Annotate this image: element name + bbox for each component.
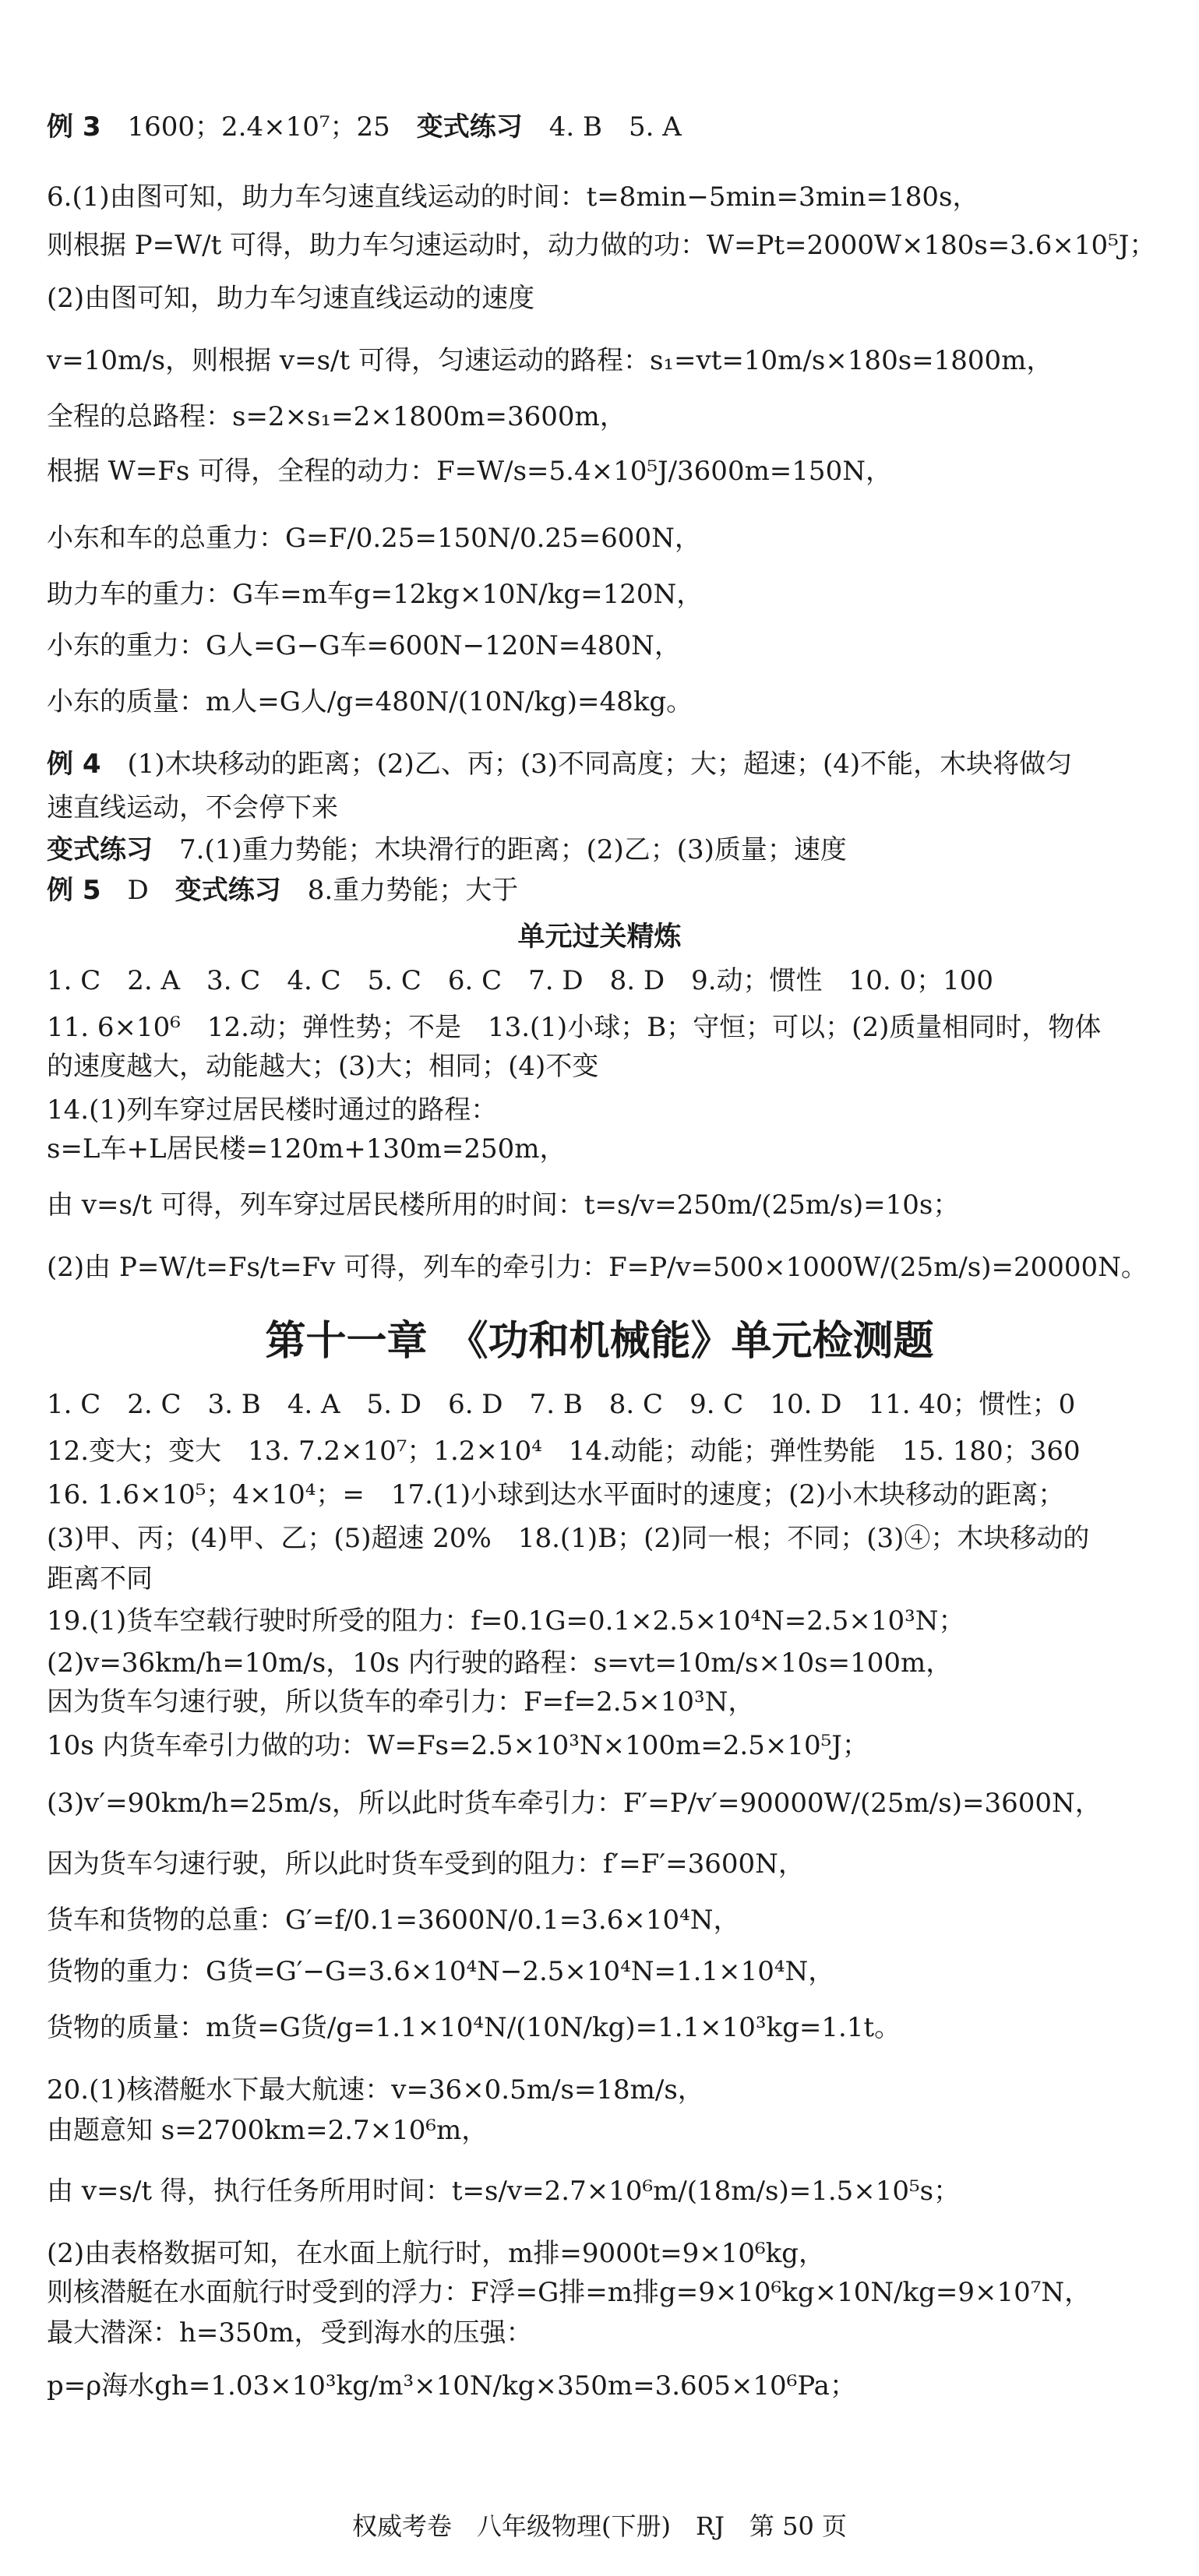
- line-text-2: 8.重力势能；大于: [280, 875, 519, 906]
- line-text: s=L车+L居民楼=120m+130m=250m，: [47, 1133, 566, 1165]
- text-line: [47, 2173, 1161, 2209]
- text-line: [47, 1131, 1161, 1167]
- text-line: [47, 2315, 1161, 2351]
- text-line: [47, 1187, 1161, 1223]
- text-line: [47, 963, 1161, 999]
- text-line: [47, 1387, 1161, 1422]
- text-line: [47, 1010, 1161, 1045]
- line-text: 助力车的重力：G车=m车g=12kg×10N/kg=120N，: [47, 579, 704, 610]
- line-text: 由 v=s/t 可得，列车穿过居民楼所用的时间：t=s/v=250m/(25m/s)=10s；: [47, 1189, 960, 1221]
- line-text: 由 v=s/t 得，执行任务所用时间：t=s/v=2.7×10⁶m/(18m/s)=1.5×10⁵s；: [47, 2176, 961, 2207]
- line-text: 11. 6×10⁶ 12.动；弹性势；不是 13.(1)小球；B；守恒；可以；(2)质量相同时，物体: [47, 1012, 1102, 1043]
- line-text: 6.(1)由图可知，助力车匀速直线运动的时间：t=8min−5min=3min=180s，: [47, 181, 979, 213]
- example-label: 变式练习: [47, 834, 153, 865]
- line-text: D: [101, 875, 175, 906]
- text-line: [47, 1603, 1161, 1639]
- line-text-2: 4. B 5. A: [522, 111, 682, 143]
- text-line: [47, 1477, 1161, 1513]
- text-line: [47, 684, 1161, 720]
- line-text: 因为货车匀速行驶，所以货车的牵引力：F=f=2.5×10³N，: [47, 1686, 755, 1718]
- text-line: [47, 1684, 1161, 1720]
- example-label: 例 4: [47, 749, 101, 780]
- line-text: 14.(1)列车穿过居民楼时通过的路程：: [47, 1094, 498, 1126]
- text-line: [47, 109, 1161, 145]
- line-text: 1600；2.4×10⁷；25: [101, 111, 417, 143]
- line-text: 1. C 2. A 3. C 4. C 5. C 6. C 7. D 8. D 9.动；惯性 10. 0；100: [47, 965, 993, 996]
- line-text: 10s 内货车牵引力做的功：W=Fs=2.5×10³N×100m=2.5×10⁵J；: [47, 1730, 869, 1761]
- text-line: [47, 628, 1161, 664]
- text-line: [47, 227, 1161, 263]
- text-line: [47, 1561, 1161, 1597]
- text-line: [47, 1846, 1161, 1882]
- text-line: [47, 2236, 1161, 2271]
- text-line: [47, 2010, 1161, 2046]
- line-text: 根据 W=Fs 可得，全程的动力：F=W/s=5.4×10⁵J/3600m=150N，: [47, 456, 892, 487]
- text-line: [47, 1902, 1161, 1938]
- text-line: [47, 1645, 1161, 1681]
- text-line: [47, 343, 1161, 379]
- text-line: [47, 179, 1161, 215]
- text-line: [47, 790, 1161, 826]
- line-text: (3)甲、丙；(4)甲、乙；(5)超速 20% 18.(1)B；(2)同一根；不同；(3)④；木块移动的: [47, 1523, 1090, 1554]
- line-text: 12.变大；变大 13. 7.2×10⁷；1.2×10⁴ 14.动能；动能；弹性势能 15. 180；360: [47, 1436, 1081, 1467]
- text-line: [47, 1728, 1161, 1764]
- line-text: (2)由表格数据可知，在水面上航行时，m排=9000t=9×10⁶kg，: [47, 2238, 825, 2269]
- line-text: 因为货车匀速行驶，所以此时货车受到的阻力：f′=F′=3600N，: [47, 1848, 805, 1880]
- line-text: 19.(1)货车空载行驶时所受的阻力：f=0.1G=0.1×2.5×10⁴N=2.5×10³N；: [47, 1605, 965, 1637]
- text-line: [47, 1092, 1161, 1128]
- line-text: 小东的质量：m人=G人/g=480N/(10N/kg)=48kg。: [47, 686, 693, 717]
- line-text: 最大潜深：h=350m，受到海水的压强：: [47, 2317, 533, 2349]
- text-line: [47, 832, 1161, 868]
- line-text: 速直线运动，不会停下来: [47, 792, 338, 823]
- line-text: 16. 1.6×10⁵；4×10⁴；= 17.(1)小球到达水平面时的速度；(2)小木块移动的距离；: [47, 1479, 1065, 1510]
- text-line: [47, 280, 1161, 316]
- line-text: 由题意知 s=2700km=2.7×10⁶m，: [47, 2115, 488, 2146]
- line-text: 小东的重力：G人=G−G车=600N−120N=480N，: [47, 630, 681, 661]
- text-line: [47, 399, 1161, 435]
- line-text: 距离不同: [47, 1563, 153, 1595]
- text-line: [47, 1521, 1161, 1556]
- line-text: 则核潜艇在水面航行时受到的浮力：F浮=G排=m排g=9×10⁶kg×10N/kg=9×10⁷N，: [47, 2277, 1091, 2308]
- line-text: 全程的总路程：s=2×s₁=2×1800m=3600m，: [47, 401, 626, 432]
- variant-label: 变式练习: [175, 875, 281, 906]
- variant-label: 变式练习: [416, 111, 523, 143]
- line-text: 1. C 2. C 3. B 4. A 5. D 6. D 7. B 8. C 9. C 10. D 11. 40；惯性；0: [47, 1389, 1076, 1420]
- line-text: 货物的重力：G货=G′−G=3.6×10⁴N−2.5×10⁴N=1.1×10⁴N，: [47, 1956, 835, 1987]
- line-text: 货物的质量：m货=G货/g=1.1×10⁴N/(10N/kg)=1.1×10³kg=1.1t。: [47, 2012, 901, 2043]
- line-text: 7.(1)重力势能；木块滑行的距离；(2)乙；(3)质量；速度: [153, 834, 847, 865]
- line-text: (2)v=36km/h=10m/s，10s 内行驶的路程：s=vt=10m/s×10s=100m，: [47, 1647, 953, 1679]
- text-line: [47, 2275, 1161, 2310]
- text-line: [47, 872, 1161, 908]
- line-text: p=ρ海水gh=1.03×10³kg/m³×10N/kg×350m=3.605×10⁶Pa；: [47, 2370, 856, 2402]
- section-title: 单元过关精炼: [517, 922, 682, 953]
- line-text: v=10m/s，则根据 v=s/t 可得，匀速运动的路程：s₁=vt=10m/s×180s=1800m，: [47, 345, 1053, 376]
- text-line: [47, 2368, 1161, 2404]
- text-line: [47, 2072, 1161, 2108]
- text-line: [47, 1249, 1161, 1285]
- text-line: [47, 746, 1161, 782]
- line-text: 则根据 P=W/t 可得，助力车匀速运动时，动力做的功：W=Pt=2000W×180s=3.6×10⁵J；: [47, 230, 1156, 261]
- example-label: 例 5: [47, 875, 101, 906]
- text-line: [47, 1785, 1161, 1821]
- text-line: [47, 2113, 1161, 2148]
- line-text: (3)v′=90km/h=25m/s，所以此时货车牵引力：F′=P/v′=90000W/(25m/s)=3600N，: [47, 1788, 1102, 1819]
- text-line: [47, 576, 1161, 612]
- page-footer: 权威考卷 八年级物理(下册) RJ 第 50 页: [352, 2511, 847, 2541]
- chapter-title: 第十一章 《功和机械能》单元检测题: [265, 1318, 934, 1365]
- line-text: (2)由图可知，助力车匀速直线运动的速度: [47, 283, 535, 314]
- text-line: [47, 1048, 1161, 1084]
- text-line: [47, 1433, 1161, 1469]
- text-line: [47, 453, 1161, 489]
- line-text: (2)由 P=W/t=Fs/t=Fv 可得，列车的牵引力：F=P/v=500×1000W/(25m/s)=20000N。: [47, 1252, 1148, 1283]
- line-text: 货车和货物的总重：G′=f/0.1=3600N/0.1=3.6×10⁴N，: [47, 1905, 740, 1936]
- line-text: 小东和车的总重力：G=F/0.25=150N/0.25=600N，: [47, 523, 701, 554]
- line-text: 的速度越大，动能越大；(3)大；相同；(4)不变: [47, 1051, 599, 1082]
- line-text: 20.(1)核潜艇水下最大航速：v=36×0.5m/s=18m/s，: [47, 2074, 704, 2106]
- example-label: 例 3: [47, 111, 101, 143]
- text-line: [47, 1954, 1161, 1989]
- text-line: [47, 520, 1161, 556]
- line-text: (1)木块移动的距离；(2)乙、丙；(3)不同高度；大；超速；(4)不能，木块将做匀: [101, 749, 1073, 780]
